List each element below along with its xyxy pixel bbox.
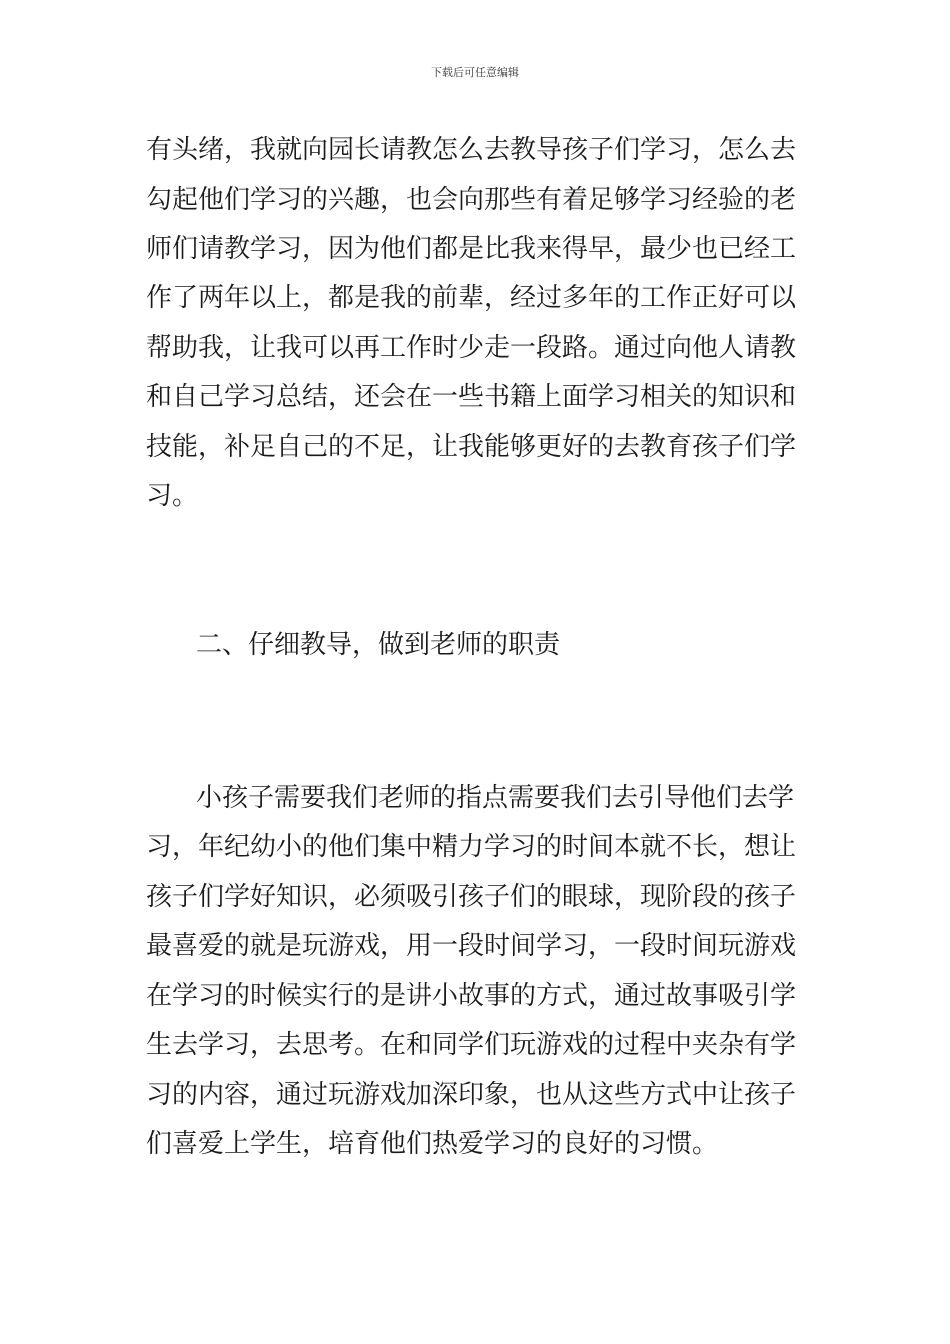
paragraph-line: 作了两年以上，都是我的前辈，经过多年的工作正好可以 — [146, 283, 797, 313]
paragraph-line: 习的内容，通过玩游戏加深印象，也从这些方式中让孩子 — [146, 1080, 797, 1110]
paragraph-line: 技能，补足自己的不足，让我能够更好的去教育孩子们学 — [146, 432, 797, 462]
page-header: 下载后可任意编辑 — [431, 66, 519, 79]
paragraph-line: 有头绪，我就向园长请教怎么去教导孩子们学习，怎么去 — [146, 135, 797, 165]
paragraph-line: 习。 — [146, 481, 199, 511]
section-heading: 二、仔细教导，做到老师的职责 — [196, 630, 561, 660]
paragraph-line: 和自己学习总结，还会在一些书籍上面学习相关的知识和 — [146, 382, 797, 412]
paragraph-line: 勾起他们学习的兴趣，也会向那些有着足够学习经验的老 — [146, 185, 797, 215]
paragraph-line: 师们请教学习，因为他们都是比我来得早，最少也已经工 — [146, 234, 797, 264]
paragraph-line: 孩子们学好知识，必须吸引孩子们的眼球，现阶段的孩子 — [146, 882, 797, 912]
paragraph-line: 帮助我，让我可以再工作时少走一段路。通过向他人请教 — [146, 333, 797, 363]
paragraph-line: 们喜爱上学生，培育他们热爱学习的良好的习惯。 — [146, 1129, 719, 1159]
paragraph-line: 在学习的时候实行的是讲小故事的方式，通过故事吸引学 — [146, 981, 797, 1011]
paragraph-line: 最喜爱的就是玩游戏，用一段时间学习，一段时间玩游戏 — [146, 931, 797, 961]
paragraph-line: 生去学习，去思考。在和同学们玩游戏的过程中夹杂有学 — [146, 1030, 797, 1060]
paragraph-line: 习，年纪幼小的他们集中精力学习的时间本就不长，想让 — [146, 832, 797, 862]
paragraph-line: 小孩子需要我们老师的指点需要我们去引导他们去学 — [196, 783, 795, 813]
